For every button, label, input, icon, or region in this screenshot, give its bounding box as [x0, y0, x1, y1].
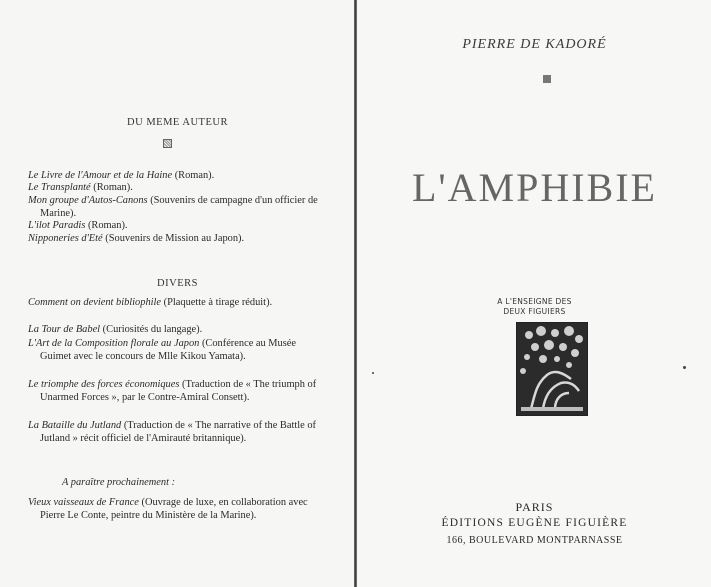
divers-entry: Le triomphe des forces économiques (Traduction de « The triumph of Unarmed Forces », par le Contre-Amiral Consett).: [28, 379, 317, 403]
book-gutter: [354, 0, 357, 587]
divers-entry: La Tour de Babel (Curiosités du langage).: [28, 324, 203, 335]
work-entry: Mon groupe d'Autos-Canons (Souvenirs de campagne d'un officier de Marine).: [28, 195, 318, 219]
work-entry: Nipponeries d'Eté (Souvenirs de Mission au Japon).: [28, 233, 245, 244]
fig-tree-emblem-icon: [516, 322, 588, 416]
author-name: PIERRE DE KADORÉ: [462, 37, 607, 52]
du-meme-auteur-heading: DU MEME AUTEUR: [127, 117, 228, 128]
right-page: [358, 0, 711, 587]
paper-speck: [372, 372, 374, 374]
work-entry: L'ilot Paradis (Roman).: [28, 220, 128, 231]
paper-speck: [683, 366, 686, 369]
forthcoming-entry: Vieux vaisseaux de France (Ouvrage de luxe, en collaboration avec Pierre Le Conte, peintre du Ministère de la Marine).: [28, 497, 308, 521]
publisher-name: ÉDITIONS EUGÈNE FIGUIÈRE: [441, 517, 628, 529]
divers-entry: La Bataille du Jutland (Traduction de « The narrative of the Battle of Jutland » récit officiel de l'Amirauté britannique).: [28, 420, 317, 444]
publisher-address: 166, BOULEVARD MONTPARNASSE: [446, 535, 623, 546]
book-title: L'AMPHIBIE: [412, 165, 657, 210]
work-entry: Le Livre de l'Amour et de la Haine (Roman).: [28, 170, 215, 181]
emblem-label-line1: A L'ENSEIGNE DES: [497, 297, 572, 306]
ornament-square-icon: [543, 75, 551, 83]
ornament-icon: [163, 139, 172, 148]
divers-heading: DIVERS: [157, 278, 198, 289]
divers-entry: L'Art de la Composition florale au Japon (Conférence au Musée Guimet avec le concours de Mlle Kikou Yamata).: [28, 338, 297, 362]
work-entry: Le Transplanté (Roman).: [28, 182, 133, 193]
forthcoming-heading: A paraître prochainement :: [62, 477, 176, 488]
divers-entry: Comment on devient bibliophile (Plaquette à tirage réduit).: [28, 297, 273, 308]
emblem-label-line2: DEUX FIGUIERS: [503, 307, 566, 316]
publisher-city: PARIS: [515, 500, 554, 514]
